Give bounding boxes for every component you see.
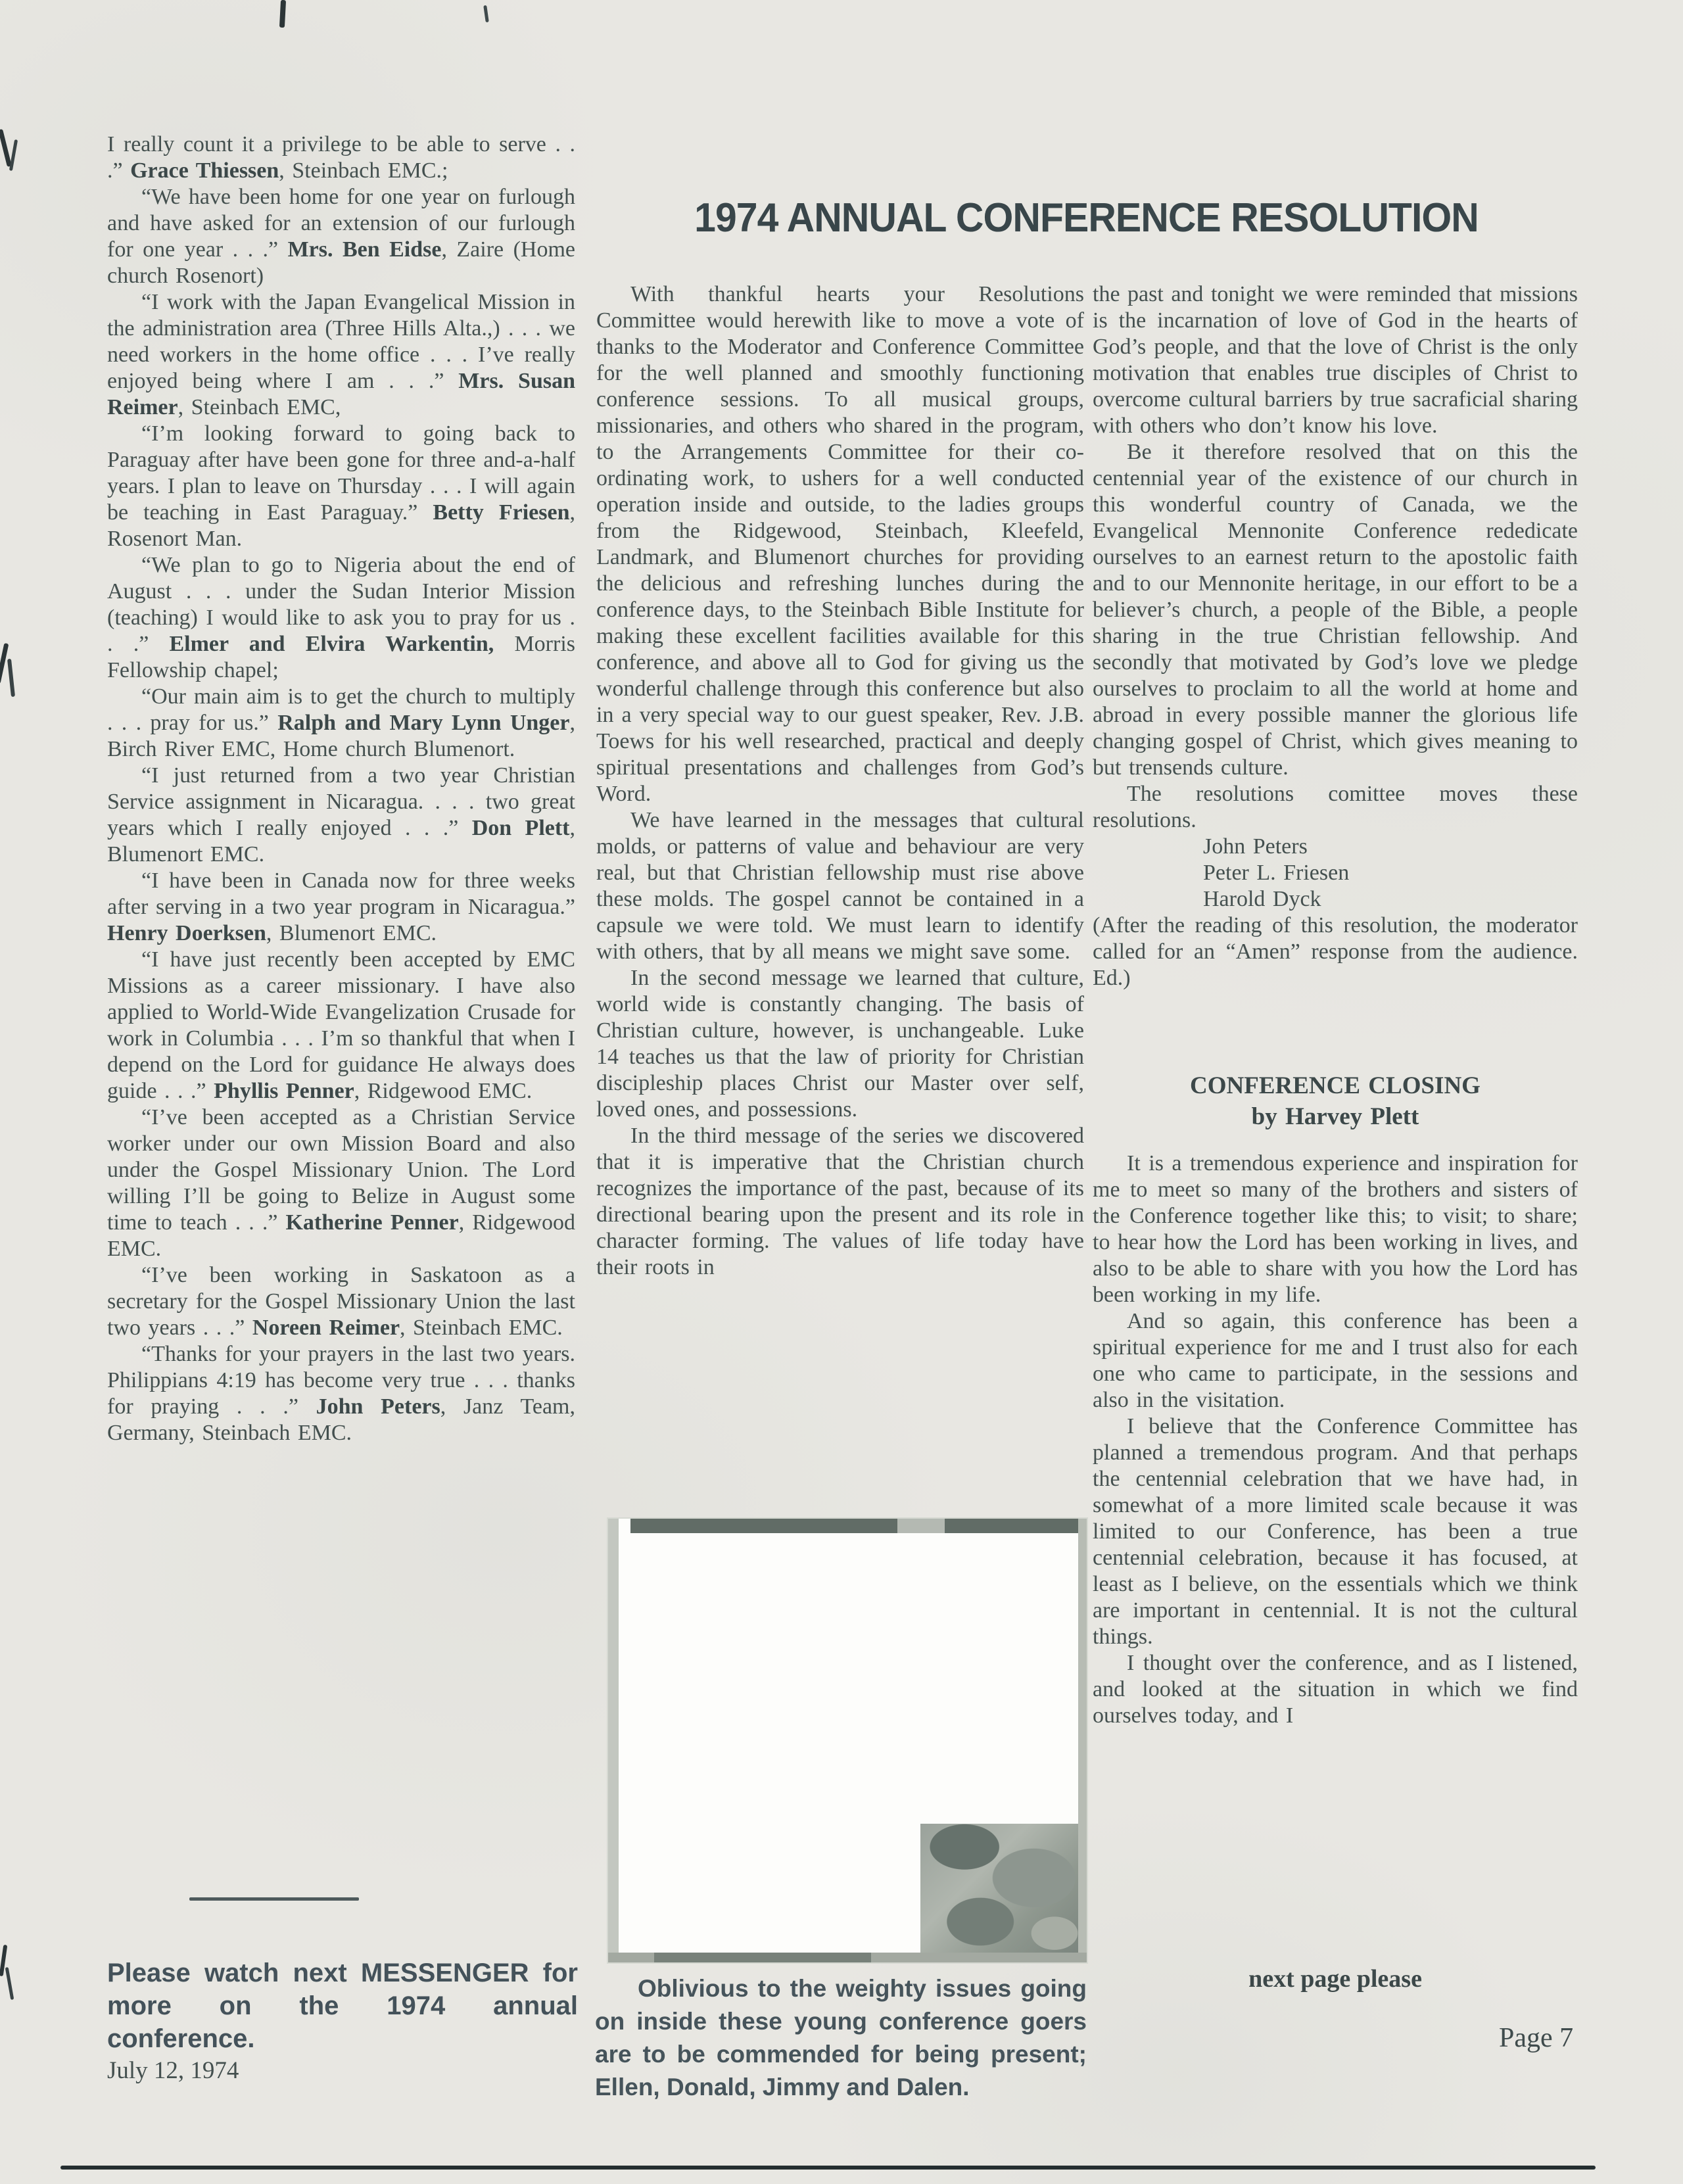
continuation-note: next page please [1248,1965,1422,1993]
paragraph: It is a tremendous experience and inspiration for me to meet so many of the brothers and sisters of the Conference together like this; to visit; to share; to hear how the Lord has been working in lives, and also to be able to share with you how the Lord has been working in my life. [1093,1151,1578,1307]
paragraph: In the third message of the series we discovered that it is imperative that the Christian church recognizes the importance of the past, because of its directional bearing upon the present and its role in character forming. The values of life today have their roots in [596,1124,1084,1279]
paragraph: “Thanks for your prayers in the last two years. Philippians 4:19 has become very true . . . thanks for praying . . .” John Peters, Janz Team, Germany, Steinbach EMC. [107,1342,575,1445]
photo-top-edge-gap [897,1519,945,1533]
paragraph: We have learned in the messages that cultural molds, or patterns of value and behaviour are very real, but that Christian fellowship must rise above these molds. The gospel cannot be contained in a capsule we were told. We must learn to identify with others, that by all means we might save some. [596,808,1084,964]
paragraph: “I work with the Japan Evangelical Mission in the administration area (Three Hills Alta.,) . . . we need workers in the home office . . . I’ve really enjoyed being where I am . . .” Mrs. Susan Reimer, Steinbach EMC, [107,290,575,419]
scan-mark [279,0,286,28]
conference-children-photo [608,1519,1087,1962]
paragraph: In the second message we learned that culture, world wide is constantly changing. The basis of Christian culture, however, is unchangeable. Luke 14 teaches us that the law of priority for Christian discipleship places Christ our Master over self, loved ones, and possessions. [596,966,1084,1122]
photo-left-edge [608,1519,619,1962]
photo-right-edge [1078,1519,1087,1962]
paragraph: “We plan to go to Nigeria about the end of August . . . under the Sudan Interior Mission (teaching) I would like to ask you to pray for us . . .” Elmer and Elvira Warkentin, Morris Fellowship chapel; [107,553,575,682]
paragraph: I thought over the conference, and as I listened, and looked at the situation in which we find ourselves today, and I [1093,1651,1578,1728]
paragraph: With thankful hearts your Resolutions Committee would herewith like to move a vote of thanks to the Moderator and Conference Committee for the well planned and smoothly functioning conference sessions. To all musical groups, missionaries, and others who shared in the program, to the Arrangements Committee for their co-ordinating work, to ushers for a well conducted operation inside and outside, to the ladies groups from the Ridgewood, Steinbach, Kleefeld, Landmark, and Blumenort churches for providing the delicious and refreshing lunches during the conference days, to the Steinbach Bible Institute for making these excellent facilities available for this conference, and above all to God for giving us the wonderful challenge through this conference but also in a very special way to our guest speaker, Rev. J.B. Toews for his well researched, practical and deeply spiritual presentations and challenges from God’s Word. [596,282,1084,806]
paragraph: “I have been in Canada now for three weeks after serving in a two year program in Nicaragua.” Henry Doerksen, Blumenort EMC. [107,868,575,945]
paragraph: “I just returned from a two year Christian Service assignment in Nicaragua. . . . two great years which I really enjoyed . . .” Don Plett, Blumenort EMC. [107,763,575,866]
left-column [107,131,575,1446]
column-gap [1093,991,1578,1070]
scan-mark [7,659,15,697]
section-heading: CONFERENCE CLOSING by Harvey Plett [1190,1072,1481,1130]
scan-mark [483,5,489,22]
paragraph: And so again, this conference has been a spiritual experience for me and I trust also for each one who came to participate, in the sessions and also in the visitation. [1093,1309,1578,1412]
paragraph: “Our main aim is to get the church to multiply . . . pray for us.” Ralph and Mary Lynn Unger, Birch River EMC, Home church Blumenort. [107,684,575,761]
photo-top-edge [630,1519,1087,1533]
photo-caption: Oblivious to the weighty issues going on inside these young conference goers are to be commended for being present; Ellen, Donald, Jimmy and Dalen. [595,1975,1087,2101]
photo-bottom-edge-dark [654,1953,871,1962]
issue-date: July 12, 1974 [107,2057,239,2084]
page-number: Page 7 [1499,2023,1574,2053]
child-photo-fragment [920,1824,1078,1953]
paragraph: Be it therefore resolved that on this the centennial year of the existence of our church in this wonderful country of Canada, we the Evangelical Mennonite Conference rededicate ourselves to an earnest return to the apostolic faith and to our Mennonite heritage, in our effort to be a believer’s church, a people of the Bible, a people sharing in the true Christian fellowship. And secondly that motivated by God’s love we pledge ourselves to proclaim to all the world at home and abroad in every possible manner the glorious life changing gospel of Christ, which gives meaning to but trensends culture. [1093,440,1578,780]
paragraph: “I’m looking forward to going back to Paraguay after have been gone for three and-a-half years. I plan to leave on Thursday . . . I will again be teaching in East Paraguay.” Betty Friesen, Rosenort Man. [107,421,575,551]
paragraph: the past and tonight we were reminded that missions is the incarnation of love of God in the hearts of God’s people, and that the love of Christ is the only motivation that enables true disciples of Christ to overcome cultural barriers by true sacraficial sharing with others who don’t know his love. [1093,282,1578,438]
paragraph: I really count it a privilege to be able to serve . . .” Grace Thiessen, Steinbach EMC.; [107,132,575,183]
paragraph: “I’ve been accepted as a Christian Service worker under our own Mission Board and also under the Gospel Missionary Union. The Lord willing I’ll be going to Belize in August some time to teach . . .” Katherine Penner, Ridgewood EMC. [107,1105,576,1261]
middle-column [596,281,1084,1281]
paragraph: The resolutions comittee moves these resolutions. [1093,782,1578,832]
paragraph: “I’ve been working in Saskatoon as a secretary for the Gospel Missionary Union the last two years . . .” Noreen Reimer, Steinbach EMC. [107,1263,575,1340]
next-issue-notice: Please watch next MESSENGER for more on the 1974 annual conference. [107,1958,578,2053]
scan-mark [9,139,18,171]
article-headline: 1974 ANNUAL CONFERENCE RESOLUTION [694,195,1479,241]
paragraph: I believe that the Conference Committee has planned a tremendous program. And that perhaps the centennial celebration that we have had, in somewhat of a more limited scale because it was limited to our Conference, has been a true centennial celebration, because it has focused, at least as I believe, on the essentials which we think are important in centennial. It is not the cultural things. [1093,1414,1578,1649]
paragraph: “I have just recently been accepted by EMC Missions as a career missionary. I have also applied to World-Wide Evangelization Crusade for work in Columbia . . . I’m so thankful that when I depend on the Lord for guidance He always does guide . . .” Phyllis Penner, Ridgewood EMC. [107,947,575,1103]
right-column [1093,281,1578,1729]
scan-edge-line [60,2166,1596,2170]
scan-mark [5,1967,14,2000]
section-divider-rule [189,1897,359,1901]
paragraph: (After the reading of this resolution, the moderator called for an “Amen” response from the audience. Ed.) [1093,913,1578,990]
paragraph: “We have been home for one year on furlough and have asked for an extension of our furlough for one year . . .” Mrs. Ben Eidse, Zaire (Home church Rosenort) [107,185,575,288]
signature-lines: John Peters Peter L. Friesen Harold Dyck [1203,834,1350,911]
